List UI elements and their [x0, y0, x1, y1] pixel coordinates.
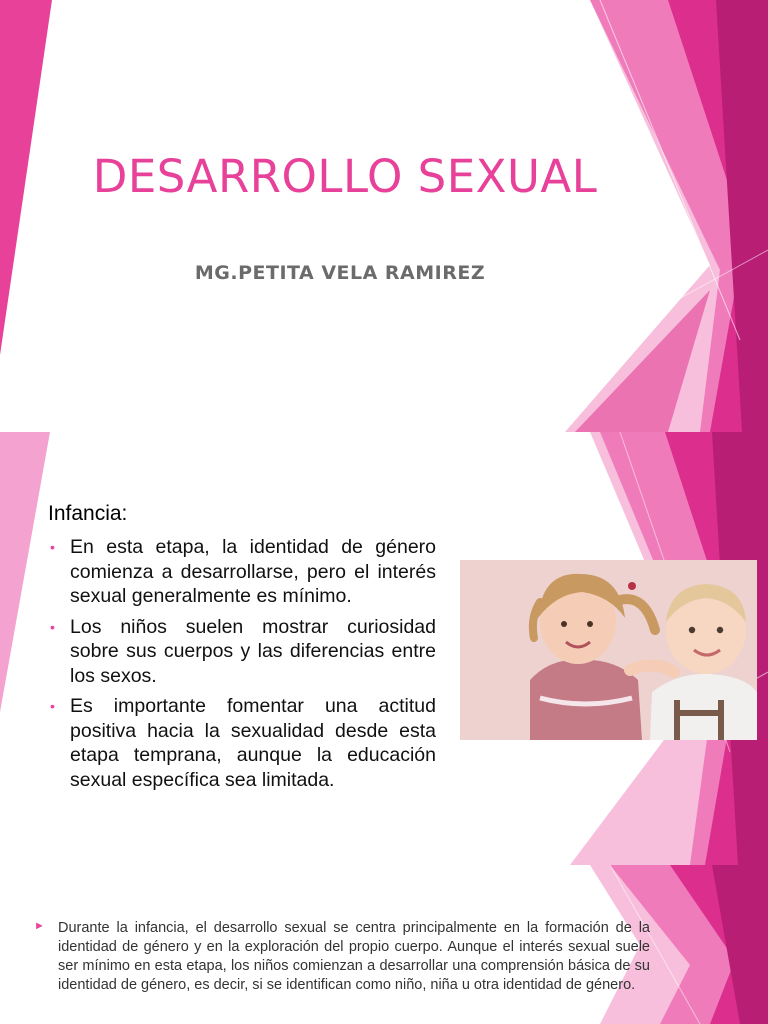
bullet-text: Es importante fomentar una actitud positiva hacia la sexualidad desde esta etapa temprana, aunque la educación sexual específica sea limitada.	[70, 695, 436, 791]
bullet-text: En esta etapa, la identidad de género comienza a desarrollarse, pero el interés sexual generalmente es mínimo.	[70, 536, 436, 607]
paragraph-text: Durante la infancia, el desarrollo sexual se centra principalmente en la formación de la identidad de género y en la exploración del propio cuerpo. Aunque el interés sexual suele ser mínimo en esta etapa, los niños comienzan a desarrollar una comprensión básica de su identidad de género, es decir, si se identifican como niño, niña u otra identidad de género.	[58, 920, 650, 993]
bullet-text: Los niños suelen mostrar curiosidad sobre sus cuerpos y las diferencias entre los sexos.	[70, 615, 436, 687]
bullet-item	[48, 535, 436, 609]
bullet-icon: •	[50, 618, 55, 635]
bullet-list	[48, 535, 436, 798]
author-name: MG.PETITA VELA RAMIREZ	[194, 262, 486, 284]
bullet-item	[48, 694, 436, 792]
arrow-bullet-icon: ►	[34, 920, 45, 932]
paragraph-block	[34, 919, 650, 995]
section-heading: Infancia:	[48, 502, 128, 525]
text-slide	[0, 865, 768, 1024]
children-photo	[460, 560, 757, 740]
bullet-item	[48, 615, 436, 689]
bullet-icon: •	[50, 698, 55, 714]
title-slide	[0, 0, 768, 432]
slide-title: DESARROLLO SEXUAL	[92, 150, 598, 203]
content-slide	[0, 432, 768, 865]
slide-decoration	[0, 0, 768, 432]
bullet-icon: •	[50, 539, 55, 555]
